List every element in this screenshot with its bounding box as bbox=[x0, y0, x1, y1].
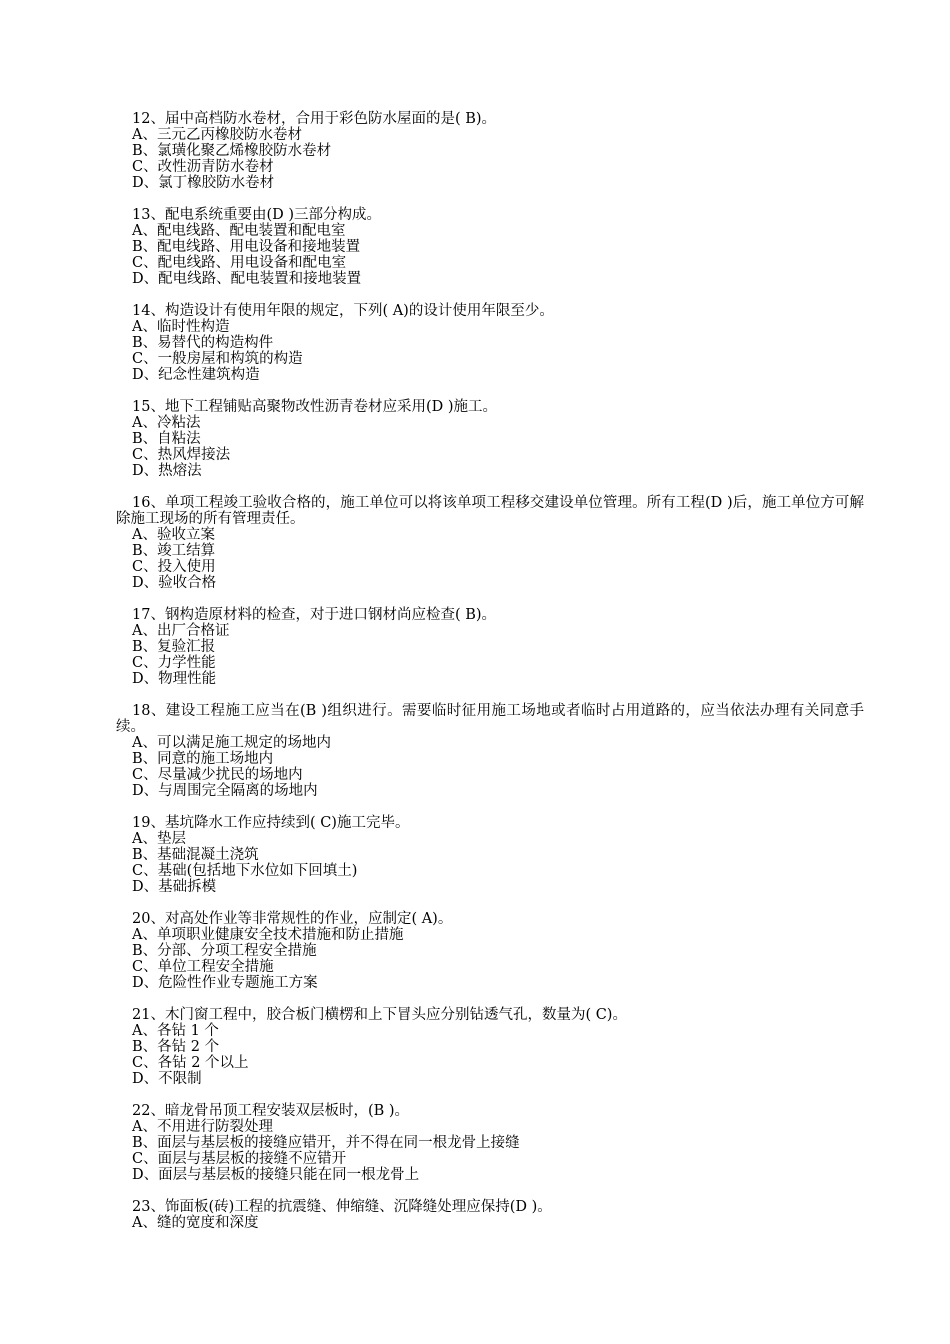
answer-option: B、各钻 2 个 bbox=[132, 1039, 220, 1055]
document-page bbox=[116, 111, 864, 1247]
question-text: 23、饰面板(砖)工程的抗震缝、伸缩缝、沉降缝处理应保持(D )。 bbox=[132, 1199, 552, 1215]
answer-option: A、配电线路、配电装置和配电室 bbox=[132, 223, 346, 239]
answer-option: A、不用进行防裂处理 bbox=[132, 1119, 273, 1135]
question-text: 16、单项工程竣工验收合格的，施工单位可以将该单项工程移交建设单位管理。所有工程(D )后，施工单位方可解除施工现场的所有管理责任。 bbox=[116, 495, 864, 527]
answer-option: B、易替代的构造构件 bbox=[132, 335, 274, 351]
option-list bbox=[116, 1119, 864, 1183]
question-text: 13、配电系统重要由(D )三部分构成。 bbox=[132, 207, 381, 223]
option-list bbox=[116, 127, 864, 191]
answer-option: D、面层与基层板的接缝只能在同一根龙骨上 bbox=[132, 1167, 420, 1183]
option-list bbox=[116, 319, 864, 383]
question-block bbox=[116, 303, 864, 383]
answer-option: D、基础拆模 bbox=[132, 879, 217, 895]
question-text: 21、木门窗工程中，胶合板门横楞和上下冒头应分别钻透气孔，数量为( C)。 bbox=[132, 1007, 627, 1023]
answer-option: A、验收立案 bbox=[132, 527, 215, 543]
option-list bbox=[116, 831, 864, 895]
question-text: 15、地下工程铺贴高聚物改性沥青卷材应采用(D )施工。 bbox=[132, 399, 497, 415]
answer-option: D、热熔法 bbox=[132, 463, 202, 479]
question-block bbox=[116, 207, 864, 287]
answer-option: A、出厂合格证 bbox=[132, 623, 230, 639]
question-block bbox=[116, 1103, 864, 1183]
answer-option: C、各钻 2 个以上 bbox=[132, 1055, 249, 1071]
question-text: 20、对高处作业等非常规性的作业，应制定( A)。 bbox=[132, 911, 453, 927]
answer-option: D、危险性作业专题施工方案 bbox=[132, 975, 318, 991]
answer-option: D、与周围完全隔离的场地内 bbox=[132, 783, 318, 799]
option-list bbox=[116, 415, 864, 479]
option-list bbox=[116, 1215, 864, 1231]
answer-option: D、氯丁橡胶防水卷材 bbox=[132, 175, 275, 191]
answer-option: A、各钻 1 个 bbox=[132, 1023, 219, 1039]
answer-option: A、垫层 bbox=[132, 831, 186, 847]
answer-option: C、基础(包括地下水位如下回填土) bbox=[132, 863, 358, 879]
question-text: 17、钢构造原材料的检查，对于进口钢材尚应检查( B)。 bbox=[132, 607, 497, 623]
answer-option: A、缝的宽度和深度 bbox=[132, 1215, 259, 1231]
answer-option: B、分部、分项工程安全措施 bbox=[132, 943, 317, 959]
question-block bbox=[116, 815, 864, 895]
question-block bbox=[116, 607, 864, 687]
question-block bbox=[116, 111, 864, 191]
answer-option: B、自粘法 bbox=[132, 431, 201, 447]
answer-option: D、不限制 bbox=[132, 1071, 202, 1087]
answer-option: C、单位工程安全措施 bbox=[132, 959, 274, 975]
answer-option: D、纪念性建筑构造 bbox=[132, 367, 260, 383]
option-list bbox=[116, 1023, 864, 1087]
question-block bbox=[116, 495, 864, 591]
answer-option: A、三元乙丙橡胶防水卷材 bbox=[132, 127, 302, 143]
answer-option: D、物理性能 bbox=[132, 671, 217, 687]
answer-option: A、可以满足施工规定的场地内 bbox=[132, 735, 331, 751]
answer-option: B、氯璜化聚乙烯橡胶防水卷材 bbox=[132, 143, 332, 159]
option-list bbox=[116, 527, 864, 591]
question-text: 22、暗龙骨吊顶工程安装双层板时，(B )。 bbox=[132, 1103, 410, 1119]
question-block bbox=[116, 399, 864, 479]
answer-option: D、配电线路、配电装置和接地装置 bbox=[132, 271, 362, 287]
option-list bbox=[116, 623, 864, 687]
answer-option: C、一般房屋和构筑的构造 bbox=[132, 351, 303, 367]
question-text: 12、届中高档防水卷材，合用于彩色防水屋面的是( B)。 bbox=[132, 111, 497, 127]
answer-option: B、面层与基层板的接缝应错开，并不得在同一根龙骨上接缝 bbox=[132, 1135, 520, 1151]
answer-option: B、竣工结算 bbox=[132, 543, 216, 559]
answer-option: A、临时性构造 bbox=[132, 319, 230, 335]
answer-option: B、同意的施工场地内 bbox=[132, 751, 274, 767]
answer-option: B、复验汇报 bbox=[132, 639, 216, 655]
question-text: 14、构造设计有使用年限的规定，下列( A)的设计使用年限至少。 bbox=[132, 303, 554, 319]
answer-option: D、验收合格 bbox=[132, 575, 217, 591]
answer-option: C、力学性能 bbox=[132, 655, 216, 671]
question-block bbox=[116, 1007, 864, 1087]
question-block bbox=[116, 1199, 864, 1231]
answer-option: C、改性沥青防水卷材 bbox=[132, 159, 274, 175]
answer-option: B、配电线路、用电设备和接地装置 bbox=[132, 239, 361, 255]
option-list bbox=[116, 735, 864, 799]
question-text: 18、建设工程施工应当在(B )组织进行。需要临时征用施工场地或者临时占用道路的，应当依法办理有关同意手续。 bbox=[116, 703, 864, 735]
question-text: 19、基坑降水工作应持续到( C)施工完毕。 bbox=[132, 815, 410, 831]
answer-option: A、冷粘法 bbox=[132, 415, 201, 431]
option-list bbox=[116, 927, 864, 991]
answer-option: B、基础混凝土浇筑 bbox=[132, 847, 259, 863]
answer-option: C、配电线路、用电设备和配电室 bbox=[132, 255, 347, 271]
question-block bbox=[116, 911, 864, 991]
answer-option: C、投入使用 bbox=[132, 559, 216, 575]
answer-option: C、面层与基层板的接缝不应错开 bbox=[132, 1151, 347, 1167]
question-block bbox=[116, 703, 864, 799]
answer-option: C、尽量减少扰民的场地内 bbox=[132, 767, 303, 783]
option-list bbox=[116, 223, 864, 287]
answer-option: C、热风焊接法 bbox=[132, 447, 231, 463]
answer-option: A、单项职业健康安全技术措施和防止措施 bbox=[132, 927, 404, 943]
